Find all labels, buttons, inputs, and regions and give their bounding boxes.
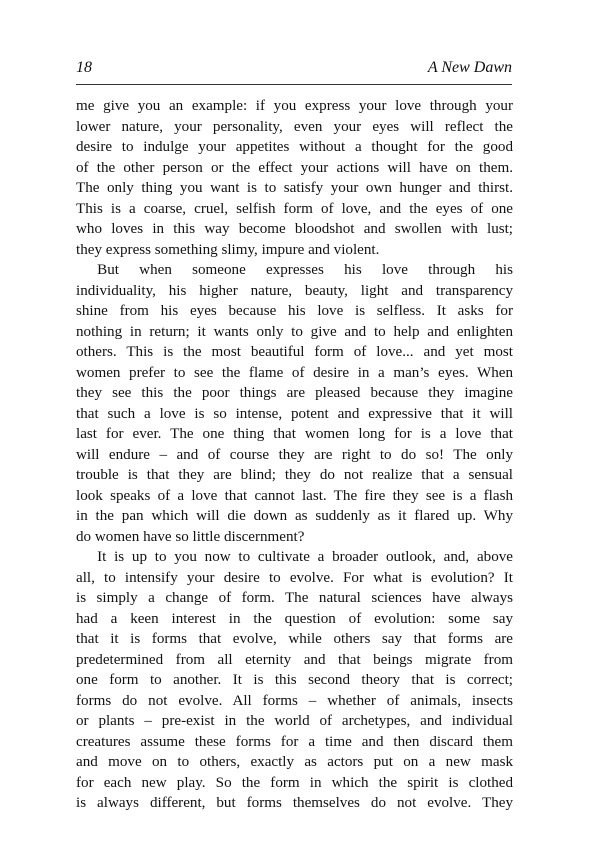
- text-line: is always different, but forms themselves do not evolve. They: [76, 795, 513, 811]
- text-line: or plants – pre-exist in the world of archetypes, and individual: [76, 713, 513, 729]
- text-line: women prefer to see the flame of desire in a man’s eyes. When: [76, 364, 513, 381]
- text-line: This is a coarse, cruel, selfish form of love, and the eyes of one: [76, 200, 513, 217]
- text-line: last for ever. The one thing that women long for is a love that: [76, 426, 513, 442]
- text-line: It is up to you now to cultivate a broader outlook, and, above: [97, 549, 513, 565]
- body-text: [76, 96, 513, 814]
- text-line: in the pan which will die down as suddenly as it flared up. Why: [76, 508, 513, 524]
- text-line: who loves in this way become bloodshot and swollen with lust;: [76, 221, 513, 237]
- text-line: and move on to others, exactly as actors put on a new mask: [76, 754, 513, 770]
- text-line: lower nature, your personality, even your eyes will reflect the: [76, 118, 513, 135]
- text-line: shine from his eyes because his love is selfless. It asks for: [76, 303, 513, 319]
- text-line: all, to intensify your desire to evolve. For what is evolution? It: [76, 569, 513, 586]
- text-line: for each new play. So the form in which the spirit is clothed: [76, 774, 513, 791]
- text-line: that it is forms that evolve, while others say that forms are: [76, 631, 513, 647]
- page-number: 18: [76, 59, 92, 76]
- text-line: had a keen interest in the question of evolution: some say: [76, 610, 513, 627]
- text-line: trouble is that they are blind; they do not realize that a sensual: [76, 467, 513, 483]
- text-line: creatures assume these forms for a time and then discard them: [76, 733, 513, 750]
- book-title: A New Dawn: [427, 59, 512, 76]
- text-line: they see this the poor things are pleased because they imagine: [76, 385, 513, 401]
- text-line: is simply a change of form. The natural sciences have always: [76, 590, 513, 606]
- header-rule: [76, 84, 512, 85]
- text-line: do women have so little discernment?: [76, 528, 305, 545]
- running-header: [76, 58, 512, 82]
- text-line: others. This is the most beautiful form of love... and yet most: [76, 344, 513, 360]
- text-line: will endure – and of course they are right to do so! The only: [76, 446, 513, 463]
- text-line: they express something slimy, impure and violent.: [76, 241, 380, 258]
- text-line: me give you an example: if you express your love through your: [76, 98, 513, 114]
- text-line: forms do not evolve. All forms – whether of animals, insects: [76, 692, 513, 709]
- text-line: But when someone expresses his love through his: [97, 262, 513, 278]
- text-line: one form to another. It is this second theory that is correct;: [76, 672, 513, 688]
- text-line: look speaks of a love that cannot last. The fire they see is a flash: [76, 487, 513, 504]
- text-line: of the other person or the effect your actions will have on them.: [76, 159, 513, 176]
- text-line: predetermined from all eternity and that beings migrate from: [76, 651, 513, 668]
- text-line: nothing in return; it wants only to give and to help and enlighten: [76, 323, 513, 340]
- text-line: individuality, his higher nature, beauty, light and transparency: [76, 282, 513, 299]
- text-line: that such a love is so intense, potent and expressive that it will: [76, 405, 513, 422]
- text-line: The only thing you want is to satisfy your own hunger and thirst.: [76, 180, 513, 196]
- text-line: desire to indulge your appetites without a thought for the good: [76, 139, 513, 155]
